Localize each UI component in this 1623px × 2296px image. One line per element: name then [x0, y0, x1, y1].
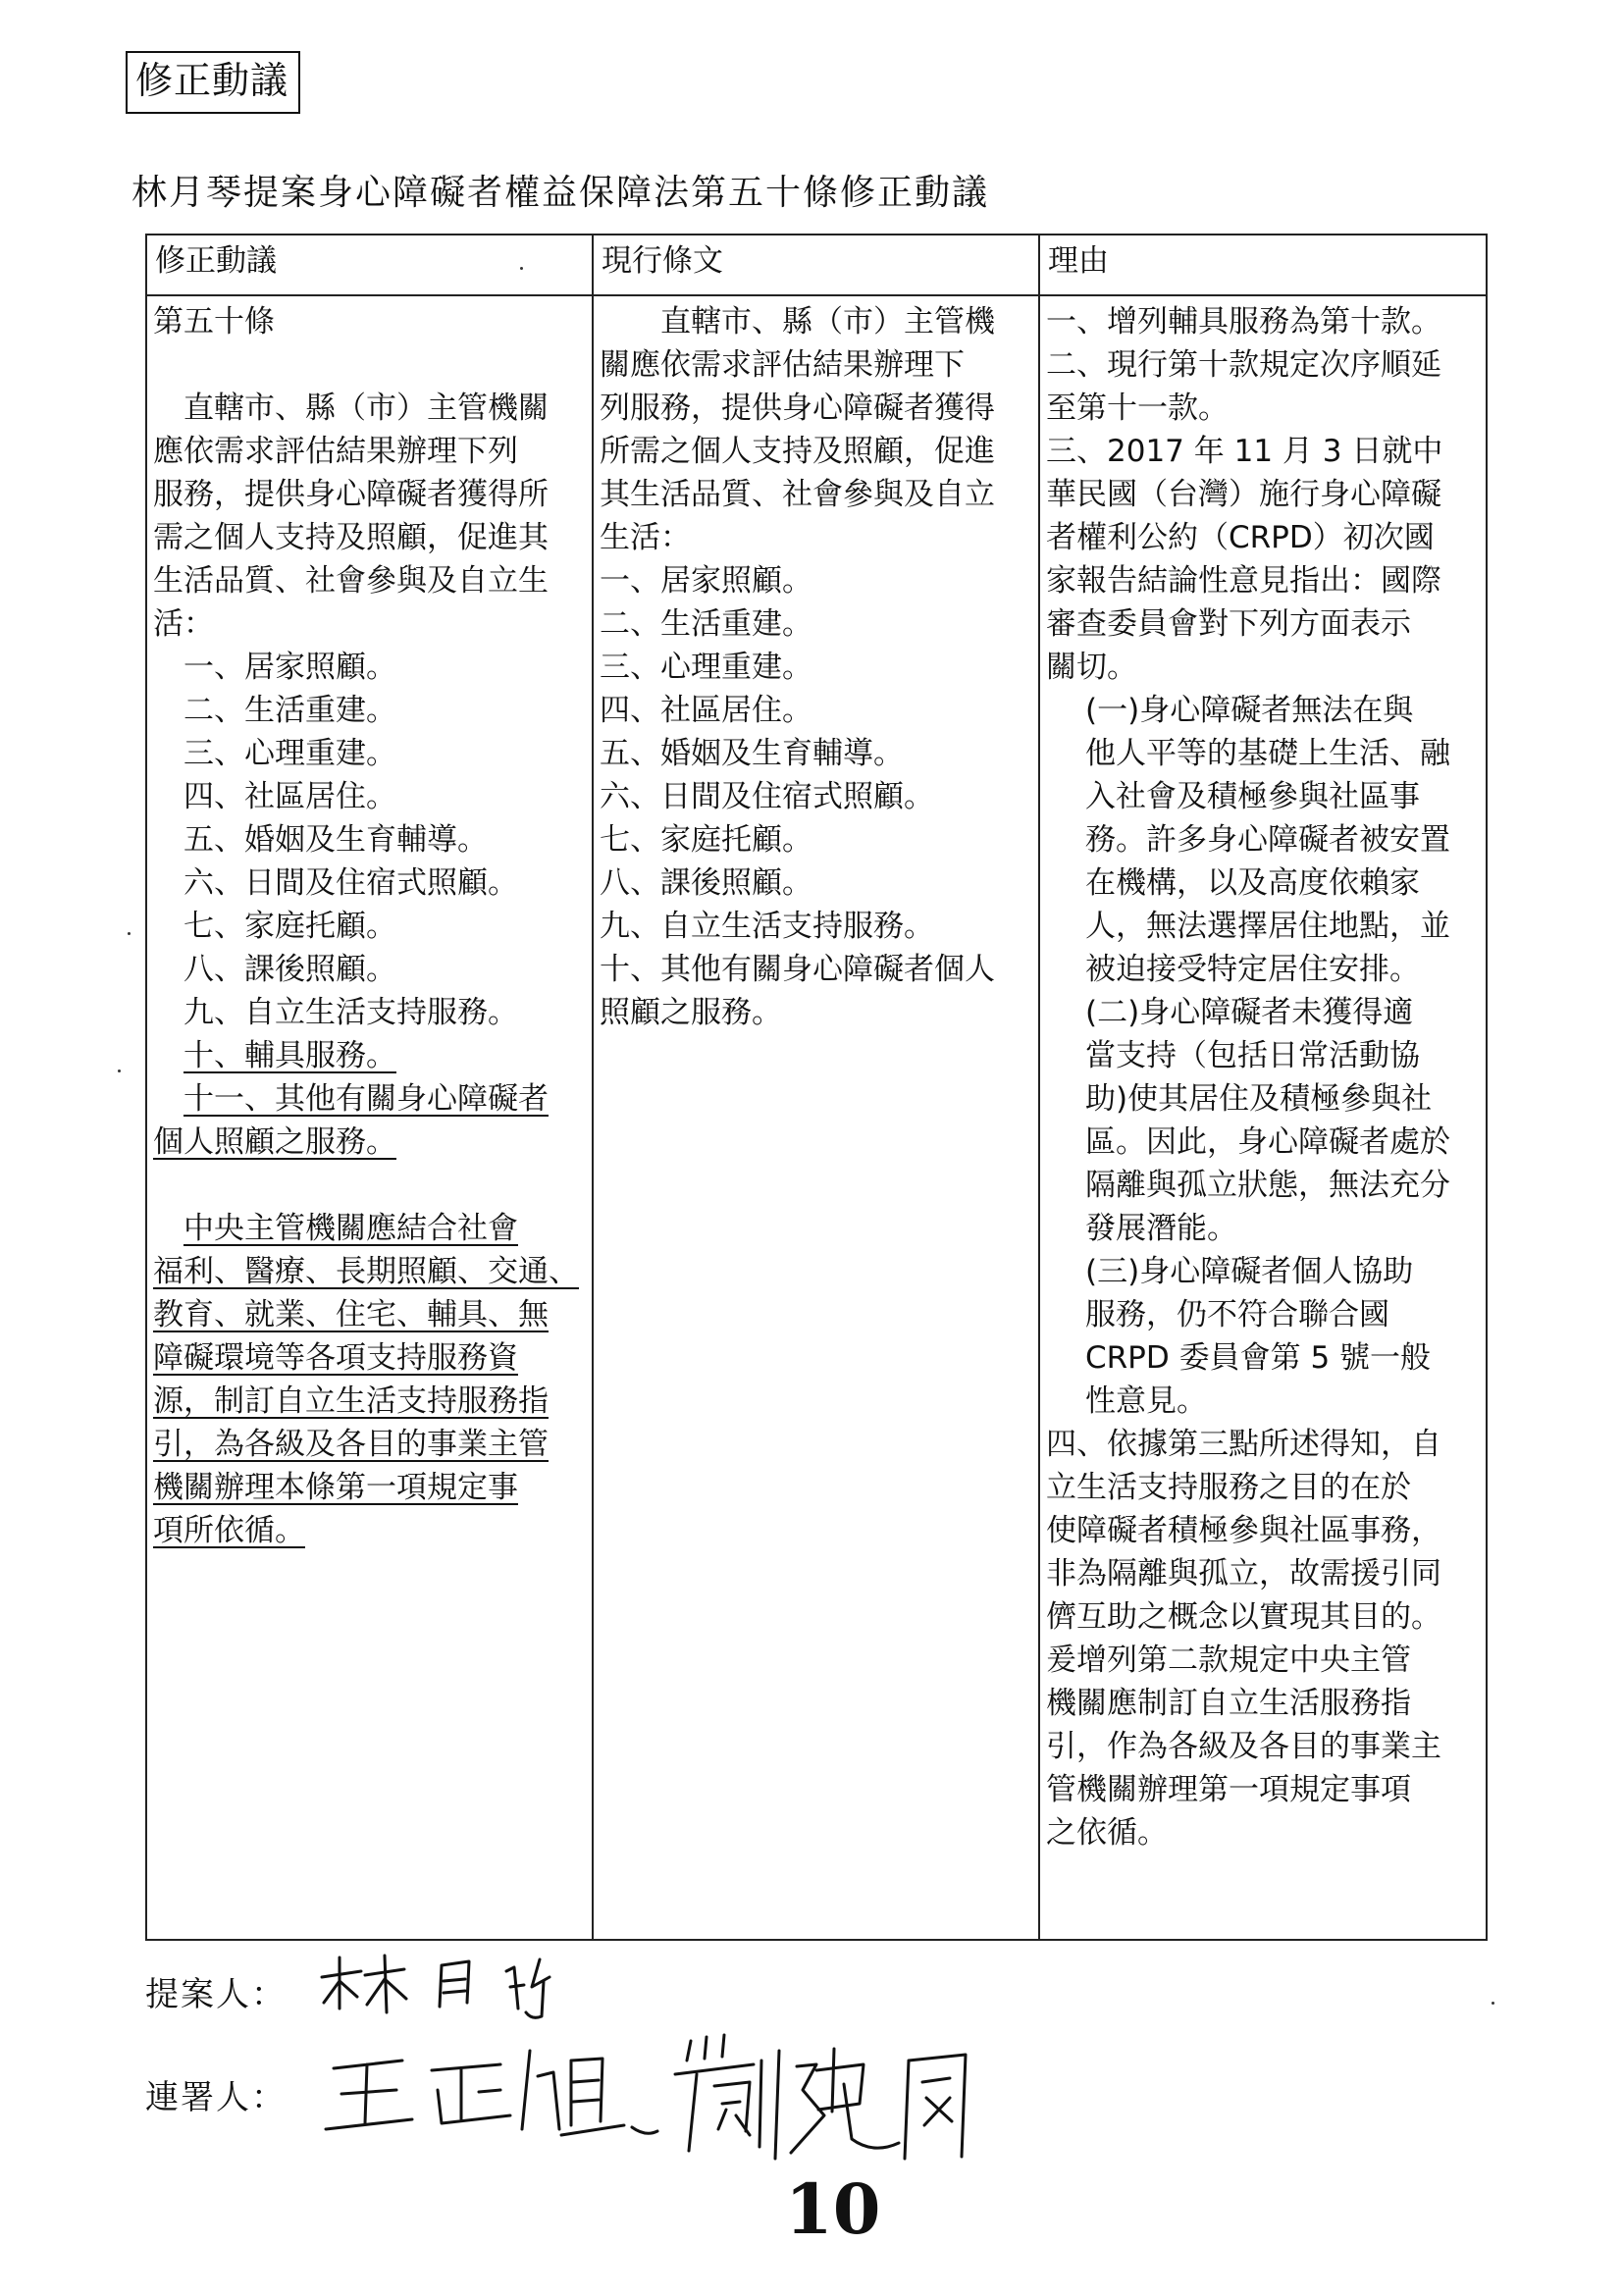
current-item: 六、日間及住宿式照顧。 — [600, 779, 934, 814]
scan-speck — [1492, 2002, 1494, 2005]
current-item: 五、婚姻及生育輔導。 — [600, 736, 904, 771]
reason-point-4: 四、依據第三點所述得知，自 — [1046, 1427, 1441, 1462]
motion-tag: 修正動議 — [126, 51, 300, 114]
reason-point-2: 至第十一款。 — [1046, 391, 1229, 426]
reason-subpoint-1: 被迫接受特定居住安排。 — [1085, 952, 1420, 987]
page-number: 10 — [785, 2168, 881, 2250]
current-cell — [593, 295, 1039, 1940]
amendment-para2-line: 障礙環境等各項支持服務資 — [153, 1340, 518, 1376]
reason-subpoint-2: 隔離與孤立狀態，無法充分 — [1085, 1168, 1450, 1203]
reason-subpoint-2: 區。因此，身心障礙者處於 — [1085, 1124, 1450, 1160]
reason-point-1: 一、增列輔具服務為第十款。 — [1046, 304, 1441, 339]
document-title: 林月琴提案身心障礙者權益保障法第五十條修正動議 — [131, 173, 990, 213]
current-item: 七、家庭托顧。 — [600, 822, 812, 858]
spacer — [153, 343, 586, 387]
spacer — [153, 1164, 586, 1207]
reason-point-3: 者權利公約（CRPD）初次國 — [1046, 520, 1435, 555]
reason-point-4: 爰增列第二款規定中央主管 — [1046, 1643, 1411, 1678]
scan-speck — [128, 932, 131, 935]
amendment-para2-line: 機關辦理本條第一項規定事 — [153, 1470, 518, 1505]
reason-point-4: 使障礙者積極參與社區事務， — [1046, 1513, 1441, 1548]
reason-point-3: 關切。 — [1046, 650, 1137, 685]
reason-subpoint-1: (一)身心障礙者無法在與 — [1085, 693, 1414, 728]
cosigner-label: 連署人： — [145, 2078, 287, 2117]
current-para1-line: 其生活品質、社會參與及自立 — [600, 477, 995, 512]
reason-subpoint-1: 入社會及積極參與社區事 — [1085, 779, 1420, 814]
proposer-signature — [314, 1948, 608, 2026]
amendment-para2-line: 源，制訂自立生活支持服務指 — [153, 1383, 549, 1419]
current-item: 照顧之服務。 — [600, 995, 782, 1030]
reason-point-4: 引，作為各級及各目的事業主 — [1046, 1729, 1441, 1764]
column-header-reason: 理由 — [1039, 235, 1487, 295]
amendment-para1-line: 活： — [153, 606, 214, 642]
table-body-row — [146, 295, 1487, 1940]
reason-subpoint-3: (三)身心障礙者個人協助 — [1085, 1254, 1414, 1289]
table-header-row — [146, 235, 1487, 295]
scan-speck — [520, 267, 523, 270]
current-item: 二、生活重建。 — [600, 606, 812, 642]
reason-subpoint-2: 發展潛能。 — [1085, 1211, 1237, 1246]
proposer-label: 提案人： — [145, 1975, 287, 2014]
reason-point-3: 三、2017 年 11 月 3 日就中 — [1046, 434, 1443, 469]
amendment-para1-line: 應依需求評估結果辦理下列 — [153, 434, 518, 469]
reason-point-4: 儕互助之概念以實現其目的。 — [1046, 1599, 1441, 1635]
current-para1-line: 所需之個人支持及照顧，促進 — [600, 434, 995, 469]
current-item: 四、社區居住。 — [600, 693, 812, 728]
reason-subpoint-2: 助)使其居住及積極參與社 — [1085, 1081, 1433, 1117]
current-item: 一、居家照顧。 — [600, 563, 812, 599]
new-item-underlined: 十、輔具服務。 — [183, 1038, 396, 1073]
current-para1-line: 關應依需求評估結果辦理下 — [600, 347, 965, 383]
amendment-para1-line: 需之個人支持及照顧，促進其 — [153, 520, 549, 555]
current-para1-line: 直轄市、縣（市）主管機 — [660, 304, 995, 339]
current-item: 三、心理重建。 — [600, 650, 812, 685]
reason-point-3: 華民國（台灣）施行身心障礙 — [1046, 477, 1441, 512]
reason-point-4: 管機關辦理第一項規定事項 — [1046, 1772, 1411, 1807]
amendment-para2-line: 中央主管機關應結合社會 — [183, 1211, 518, 1246]
column-header-amendment: 修正動議 — [146, 235, 593, 295]
amendment-para2-line: 項所依循。 — [153, 1513, 305, 1548]
current-item: 八、課後照顧。 — [600, 865, 812, 901]
column-header-current: 現行條文 — [593, 235, 1039, 295]
reason-point-3: 審查委員會對下列方面表示 — [1046, 606, 1411, 642]
reason-cell — [1039, 295, 1487, 1940]
reason-subpoint-2: 當支持（包括日常活動協 — [1085, 1038, 1420, 1073]
reason-point-4: 立生活支持服務之目的在於 — [1046, 1470, 1411, 1505]
scan-speck — [118, 1070, 121, 1072]
amendment-para2-line: 教育、就業、住宅、輔具、無 — [153, 1297, 549, 1332]
amendment-item: 二、生活重建。 — [183, 693, 396, 728]
amendment-para1-line: 服務，提供身心障礙者獲得所 — [153, 477, 549, 512]
new-item-underlined: 十一、其他有關身心障礙者 — [183, 1081, 549, 1117]
reason-subpoint-3: 服務，仍不符合聯合國 — [1085, 1297, 1389, 1332]
reason-subpoint-1: 在機構，以及高度依賴家 — [1085, 865, 1420, 901]
current-item: 十、其他有關身心障礙者個人 — [600, 952, 995, 987]
current-para1-line: 生活： — [600, 520, 691, 555]
reason-subpoint-1: 他人平等的基礎上生活、融 — [1085, 736, 1450, 771]
reason-point-3: 家報告結論性意見指出：國際 — [1046, 563, 1441, 599]
reason-subpoint-1: 人，無法選擇居住地點，並 — [1085, 909, 1450, 944]
reason-point-4: 之依循。 — [1046, 1815, 1168, 1851]
cosigner-signatures — [314, 2021, 1021, 2168]
new-item-underlined: 個人照顧之服務。 — [153, 1124, 396, 1160]
amendment-item: 八、課後照顧。 — [183, 952, 396, 987]
reason-subpoint-1: 務。許多身心障礙者被安置 — [1085, 822, 1450, 858]
amendment-item: 五、婚姻及生育輔導。 — [183, 822, 488, 858]
current-item: 九、自立生活支持服務。 — [600, 909, 934, 944]
current-para1-line: 列服務，提供身心障礙者獲得 — [600, 391, 995, 426]
reason-point-4: 非為隔離與孤立，故需援引同 — [1046, 1556, 1441, 1592]
reason-subpoint-2: (二)身心障礙者未獲得適 — [1085, 995, 1414, 1030]
reason-point-2: 二、現行第十款規定次序順延 — [1046, 347, 1441, 383]
amendment-para1-line: 直轄市、縣（市）主管機關 — [183, 391, 549, 426]
amendment-item: 七、家庭托顧。 — [183, 909, 396, 944]
amendment-para1-line: 生活品質、社會參與及自立生 — [153, 563, 549, 599]
reason-subpoint-3: CRPD 委員會第 5 號一般 — [1085, 1340, 1432, 1376]
amendment-para2-line: 福利、醫療、長期照顧、交通、 — [153, 1254, 579, 1289]
comparison-table — [145, 234, 1488, 1941]
amendment-item: 九、自立生活支持服務。 — [183, 995, 518, 1030]
amendment-item: 一、居家照顧。 — [183, 650, 396, 685]
amendment-item: 六、日間及住宿式照顧。 — [183, 865, 518, 901]
article-heading: 第五十條 — [153, 304, 275, 339]
reason-subpoint-3: 性意見。 — [1085, 1383, 1207, 1419]
amendment-cell — [146, 295, 593, 1940]
amendment-item: 三、心理重建。 — [183, 736, 396, 771]
amendment-item: 四、社區居住。 — [183, 779, 396, 814]
amendment-para2-line: 引，為各級及各目的事業主管 — [153, 1427, 549, 1462]
reason-point-4: 機關應制訂自立生活服務指 — [1046, 1686, 1411, 1721]
